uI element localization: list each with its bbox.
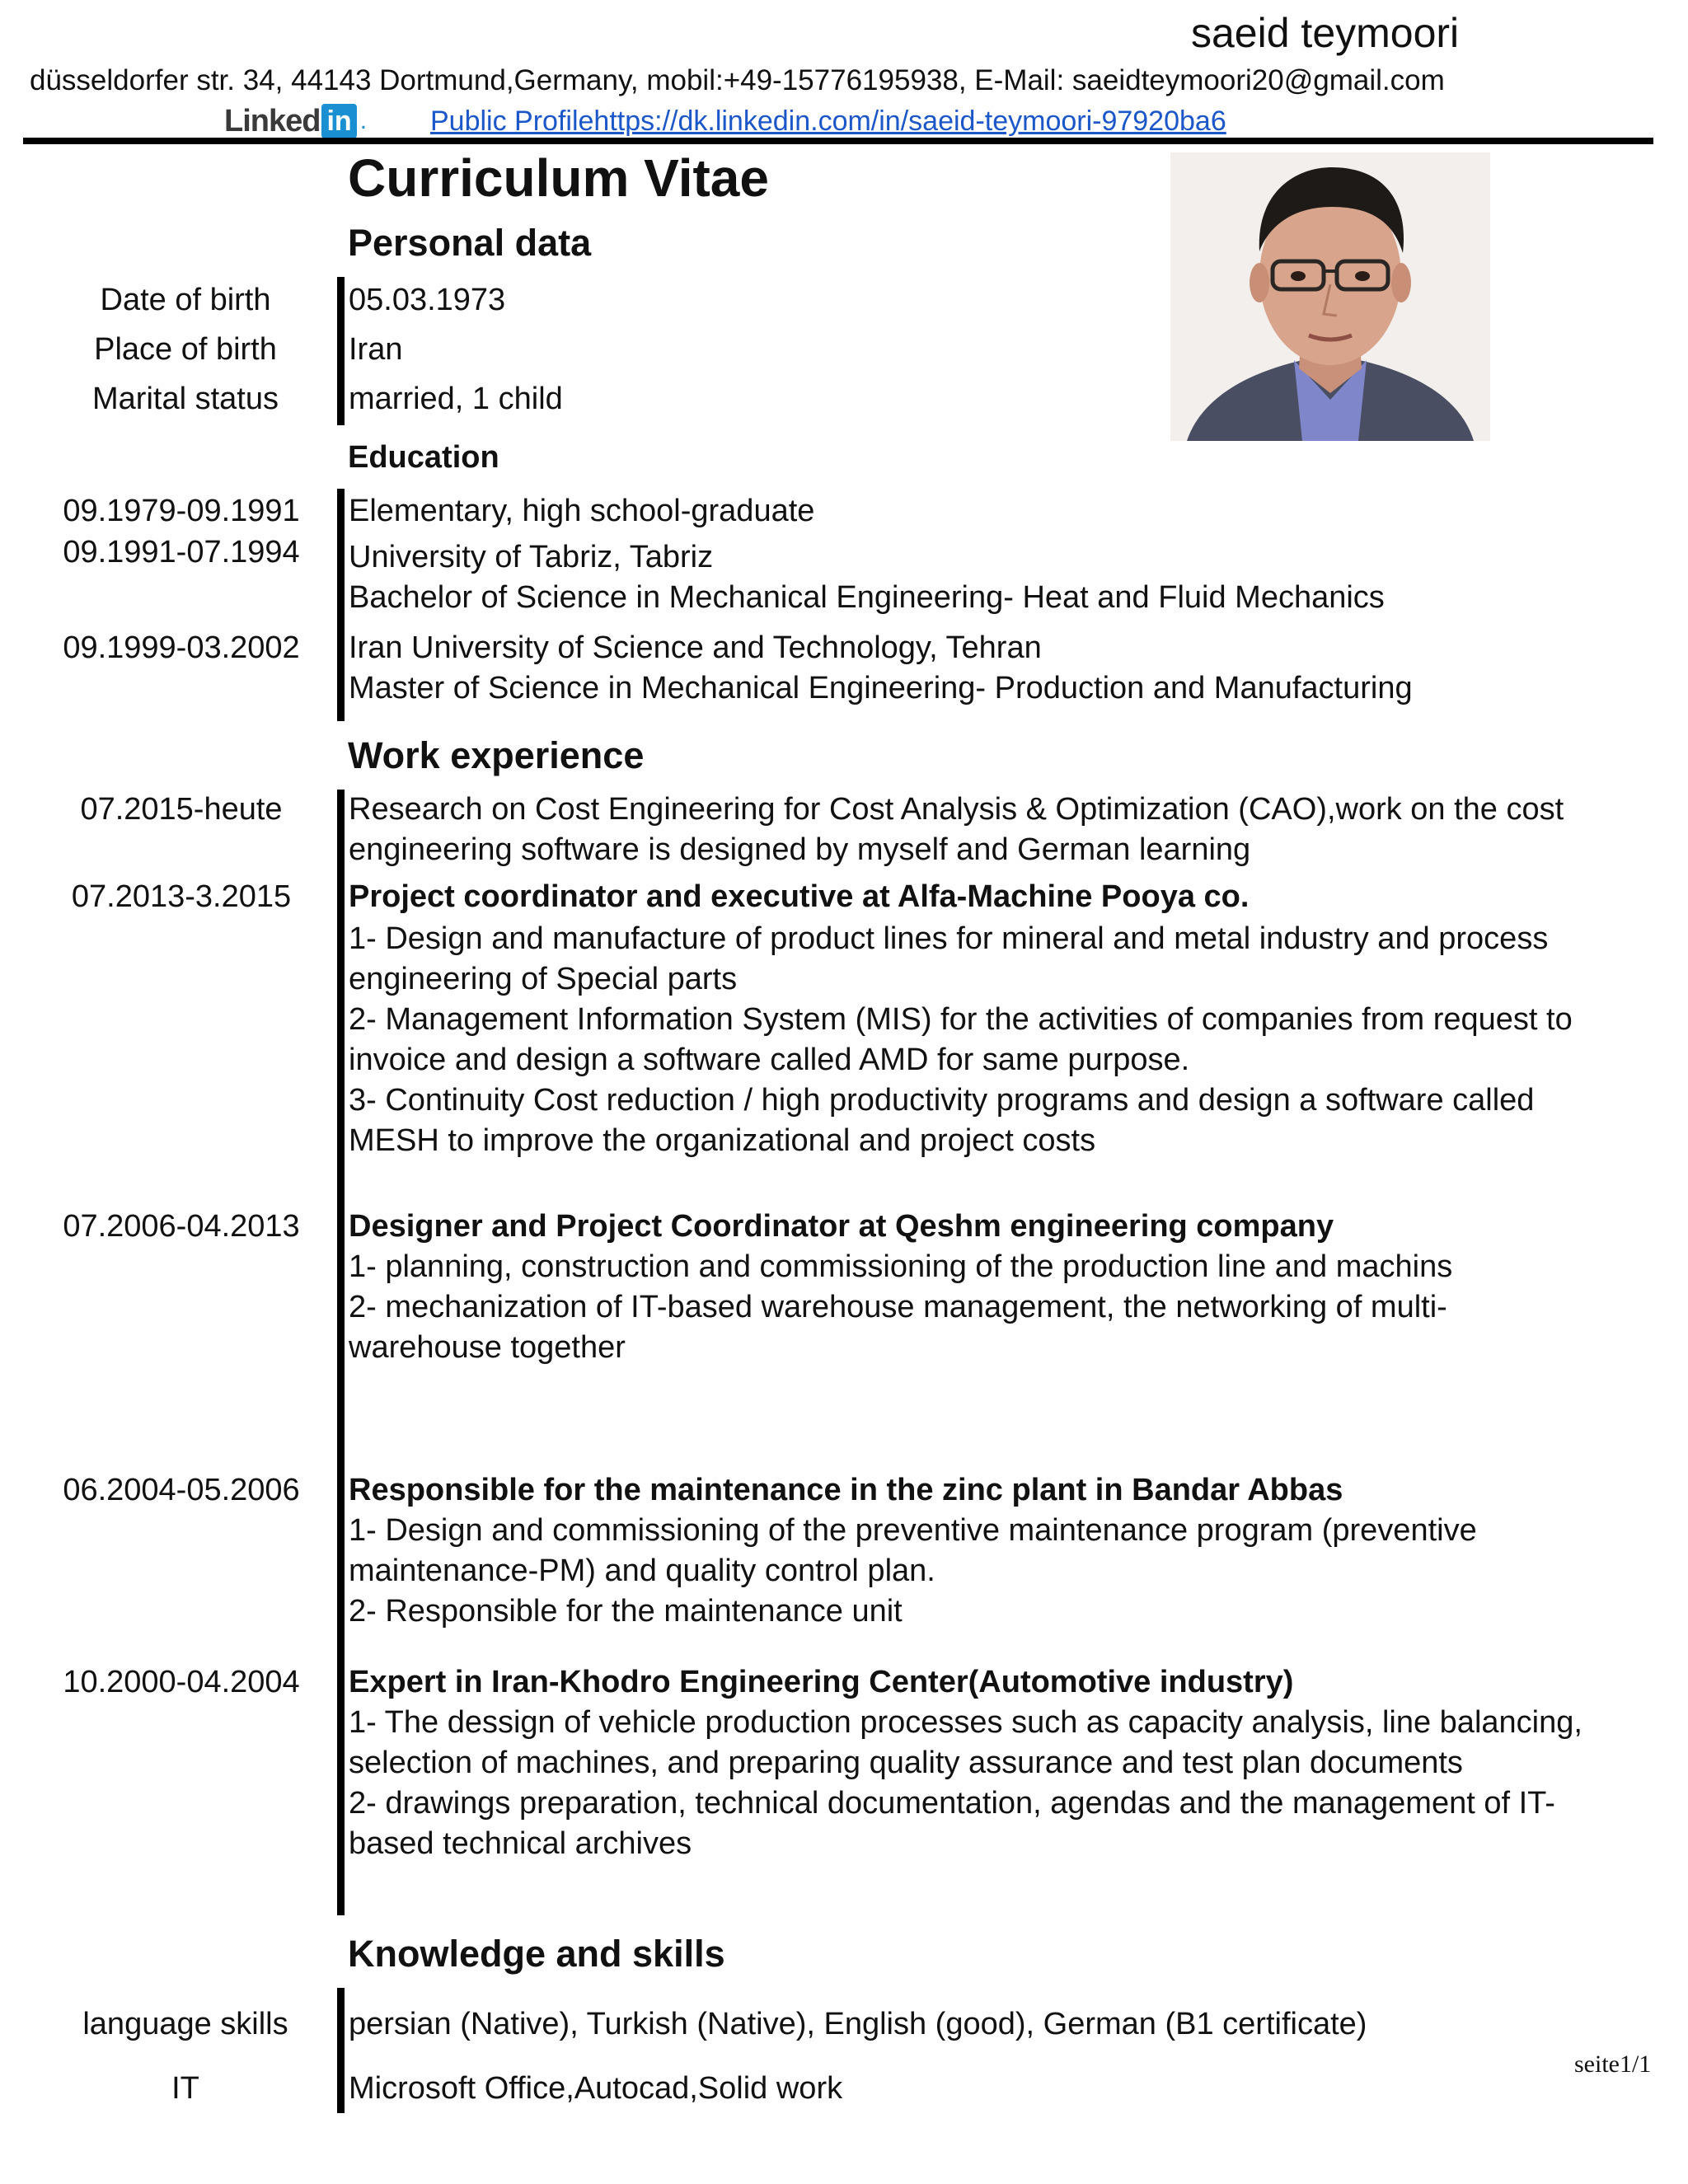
education-line: Elementary, high school-graduate — [349, 494, 815, 528]
work-line: based technical archives — [349, 1826, 692, 1861]
work-title: Designer and Project Coordinator at Qeshm engineering company — [349, 1209, 1334, 1244]
work-line: 2- Responsible for the maintenance unit — [349, 1594, 903, 1629]
page-number: seite1/1 — [1574, 2050, 1652, 2078]
work-vertical-rule — [337, 790, 345, 1915]
work-date: 07.2006-04.2013 — [63, 1209, 300, 1244]
linkedin-logo-dot: . — [359, 107, 368, 134]
work-line: 1- The dessign of vehicle production processes such as capacity analysis, line balancing, — [349, 1705, 1582, 1740]
work-line: MESH to improve the organizational and project costs — [349, 1123, 1096, 1158]
work-line: engineering of Special parts — [349, 962, 738, 996]
work-line: warehouse together — [349, 1330, 626, 1365]
section-heading-work: Work experience — [348, 734, 645, 776]
education-date: 09.1999-03.2002 — [63, 630, 300, 665]
work-date: 06.2004-05.2006 — [63, 1473, 300, 1507]
work-date: 07.2013-3.2015 — [71, 879, 292, 914]
skills-value: Microsoft Office,Autocad,Solid work — [349, 2071, 843, 2106]
education-line: Iran University of Science and Technology, Tehran — [349, 630, 1042, 665]
work-title: Expert in Iran-Khodro Engineering Center(Automotive industry) — [349, 1665, 1294, 1699]
work-line: maintenance-PM) and quality control plan. — [349, 1554, 935, 1588]
page-title: Curriculum Vitae — [348, 148, 769, 208]
work-date: 10.2000-04.2004 — [63, 1665, 300, 1699]
header-divider — [23, 138, 1653, 144]
personal-label: Marital status — [92, 382, 279, 416]
skills-label: IT — [171, 2071, 199, 2106]
candidate-name: saeid teymoori — [1191, 10, 1460, 56]
work-date: 07.2015-heute — [80, 792, 283, 827]
education-line: University of Tabriz, Tabriz — [349, 540, 714, 574]
section-heading-skills: Knowledge and skills — [348, 1933, 725, 1975]
contact-address: düsseldorfer str. 34, 44143 Dortmund,Germany, mobil:+49-15776195938, E-Mail: saeidteymoori20@gmail.com — [30, 64, 1445, 96]
linkedin-logo-word: Linked — [224, 103, 321, 138]
work-line: engineering software is designed by myself and German learning — [349, 832, 1251, 867]
personal-value: 05.03.1973 — [349, 283, 506, 317]
section-heading-personal: Personal data — [348, 222, 592, 264]
personal-value: married, 1 child — [349, 382, 563, 416]
work-line: 3- Continuity Cost reduction / high productivity programs and design a software called — [349, 1083, 1535, 1118]
education-line: Bachelor of Science in Mechanical Engineering- Heat and Fluid Mechanics — [349, 580, 1385, 615]
work-line: 1- planning, construction and commissioning of the production line and machins — [349, 1249, 1453, 1284]
education-date: 09.1979-09.1991 — [63, 494, 300, 528]
personal-label: Place of birth — [94, 332, 277, 367]
personal-value: Iran — [349, 332, 403, 367]
linkedin-logo-icon[interactable] — [224, 102, 367, 140]
work-line: Research on Cost Engineering for Cost Analysis & Optimization (CAO),work on the cost — [349, 792, 1564, 827]
linkedin-profile-link[interactable]: Public Profilehttps://dk.linkedin.com/in/saeid-teymoori-97920ba6 — [430, 105, 1226, 137]
section-heading-education: Education — [348, 440, 499, 475]
work-line: 2- Management Information System (MIS) for the activities of companies from request to — [349, 1002, 1573, 1037]
work-line: 1- Design and commissioning of the preventive maintenance program (preventive — [349, 1513, 1477, 1548]
education-date: 09.1991-07.1994 — [63, 535, 300, 569]
work-line: invoice and design a software called AMD for same purpose. — [349, 1043, 1190, 1077]
profile-photo — [1170, 152, 1490, 441]
skills-value: persian (Native), Turkish (Native), English (good), German (B1 certificate) — [349, 2007, 1367, 2041]
education-vertical-rule — [337, 489, 345, 721]
linkedin-logo-box: in — [321, 104, 356, 138]
personal-label: Date of birth — [100, 283, 271, 317]
work-title: Responsible for the maintenance in the zinc plant in Bandar Abbas — [349, 1473, 1343, 1507]
work-line: selection of machines, and preparing quality assurance and test plan documents — [349, 1746, 1463, 1780]
work-line: 2- mechanization of IT-based warehouse management, the networking of multi- — [349, 1290, 1447, 1324]
work-line: 1- Design and manufacture of product lines for mineral and metal industry and process — [349, 921, 1549, 956]
education-line: Master of Science in Mechanical Engineering- Production and Manufacturing — [349, 671, 1413, 705]
skills-label: language skills — [82, 2007, 288, 2041]
portrait-image — [1170, 152, 1490, 441]
work-title: Project coordinator and executive at Alfa-Machine Pooya co. — [349, 879, 1250, 914]
work-line: 2- drawings preparation, technical documentation, agendas and the management of IT- — [349, 1786, 1555, 1821]
